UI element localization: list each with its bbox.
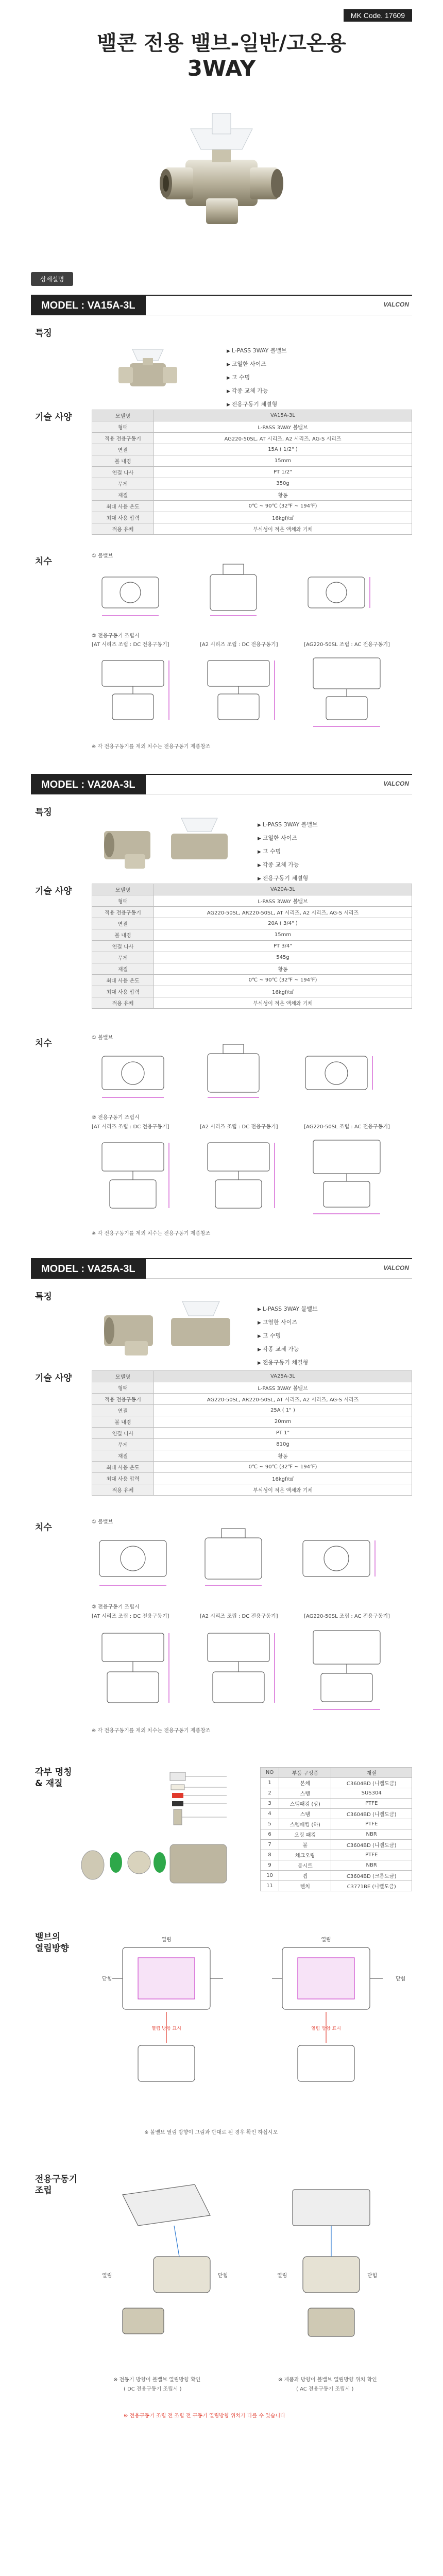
assembly-diagram <box>92 2169 411 2365</box>
model-label: MODEL : VA20A-3L <box>31 775 146 794</box>
flow-label: 밸브의 <box>35 1932 61 1942</box>
dim-sub-actuator: ② 전용구동기 조립시 <box>92 1115 140 1121</box>
dim-sub-actuator: ② 전용구동기 조립시 <box>92 1604 140 1610</box>
valve-thumbnail <box>94 1297 238 1357</box>
assembly-label: 전용구동기 <box>35 2174 78 2184</box>
feature-item: ▶ L-PASS 3WAY 볼밸브 <box>258 820 318 828</box>
dimension-note: ※ 각 전용구동기를 제외 치수는 전용구동기 제품참조 <box>92 1231 211 1236</box>
closed-label: 닫힘 <box>396 1976 406 1982</box>
dimension-drawing-actuator <box>92 1623 411 1716</box>
dimension-drawing-valve <box>92 1043 401 1105</box>
exploded-parts-diagram <box>72 1767 242 1901</box>
dimension-drawing-valve <box>92 1528 401 1595</box>
dimension-note: ※ 각 전용구동기를 제외 치수는 전용구동기 제품참조 <box>92 744 211 750</box>
feature-item: ▶ 각종 교체 가능 <box>258 860 318 869</box>
feature-item: ▶ 고 수명 <box>258 1331 318 1340</box>
dim-caption: [A2 시리즈 조립 : DC 전용구동기] <box>200 1124 278 1130</box>
model-bar-va20a <box>31 774 412 794</box>
feature-item: ▶ L-PASS 3WAY 볼밸브 <box>227 346 287 354</box>
parts-label: 각부 명칭 <box>35 1767 72 1777</box>
feature-list <box>258 1304 318 1371</box>
spec-label: 기술 사양 <box>35 886 72 896</box>
model-bar-va15a <box>31 295 412 315</box>
spec-table: 모델명 VA25A-3L 형태 L-PASS 3WAY 볼밸브 적용 전용구동기 AG220-50SL, AR220-50SL, AT 시리즈, A2 시리즈, AG-S 시리즈 연결 25A ( 1" ) 볼 내경 20mm 연결 나사 PT 1" 무게 810g 재질 황동 최대 사용 온도 0℃ ~ 90℃ (32℉ ~ 194℉) 최대 사용 압력 16kgf/㎠ 적용 유체 부식성이 적은 액체와 기체 <box>92 1370 412 1496</box>
direction-marker: 열림 방향 표시 <box>311 2026 341 2031</box>
assembly-open: 열림 <box>102 2273 112 2279</box>
flow-note: ※ 볼밸브 열림 방향이 그림과 반대로 된 경우 확인 하십시오 <box>144 2130 278 2136</box>
assembly-caption-left-2: ( DC 전용구동기 조립시 ) <box>124 2386 182 2392</box>
page-subtitle: 3WAY <box>187 56 256 81</box>
flow-label-2: 열림방향 <box>35 1943 69 1954</box>
feature-item: ▶ 전용구동기 체결형 <box>258 1358 318 1366</box>
feature-item: ▶ 각종 교체 가능 <box>227 386 287 395</box>
dim-sub-valve: ① 볼밸브 <box>92 1035 113 1041</box>
feature-label: 특징 <box>35 807 52 818</box>
assembly-caption-right: ※ 제품과 방향이 볼밸브 열림방향 위치 확인 <box>278 2377 377 2383</box>
feature-list <box>227 346 287 413</box>
direction-marker: 열림 방향 표시 <box>151 2026 181 2031</box>
feature-item: ▶ 전용구동기 체결형 <box>227 400 287 408</box>
assembly-open: 열림 <box>277 2273 287 2279</box>
parts-table: NO 부품 구성품 재질 1 본체 C3604BD (니켈도금) 2 스템 SUS304 3 스템패킹 (상) PTFE 4 스템 C3604BD (니켈도금) 5 스템패킹 (하) PTFE 6 오링 패킹 NBR 7 볼 C3604BD (니켈도금) 8 체크오링 PTFE 9 볼시트 NBR 10 캡 C3604BD (크롬도금) 11 렌치 C3771BE (니켈도금) <box>260 1767 412 1891</box>
model-label: MODEL : VA25A-3L <box>31 1259 146 1279</box>
assembly-label-2: 조립 <box>35 2185 52 2196</box>
dim-caption: [AG220-50SL 조립 : AC 전용구동기] <box>304 642 390 648</box>
feature-list <box>258 820 318 887</box>
dim-sub-actuator: ② 전용구동기 조립시 <box>92 633 140 639</box>
dim-caption: [AG220-50SL 조립 : AC 전용구동기] <box>304 1124 390 1130</box>
page-title: 밸콘 전용 밸브-일반/고온용 <box>96 31 347 55</box>
flow-direction-diagram <box>92 1927 411 2112</box>
dim-caption: [AG220-50SL 조립 : AC 전용구동기] <box>304 1614 390 1619</box>
feature-label: 특징 <box>35 328 52 338</box>
feature-label: 특징 <box>35 1292 52 1302</box>
valve-thumbnail <box>114 340 181 397</box>
closed-label: 닫힘 <box>102 1976 112 1982</box>
dimension-label: 치수 <box>35 556 52 567</box>
spec-table: 모델명 VA20A-3L 형태 L-PASS 3WAY 볼밸브 적용 전용구동기 AG220-50SL, AR220-50SL, AT 시리즈, A2 시리즈, AG-S 시리즈 연결 20A ( 3/4" ) 볼 내경 15mm 연결 나사 PT 3/4" 무게 545g 재질 황동 최대 사용 온도 0℃ ~ 90℃ (32℉ ~ 194℉) 최대 사용 압력 16kgf/㎠ 적용 유체 부식성이 적은 액체와 기체 <box>92 884 412 1009</box>
dimension-drawing-actuator <box>92 1132 411 1220</box>
detail-tag: 상세설명 <box>31 272 73 286</box>
dim-sub-valve: ① 볼밸브 <box>92 553 113 559</box>
feature-item: ▶ 고 수명 <box>227 373 287 381</box>
dimension-drawing-actuator <box>92 650 411 733</box>
open-label: 열림 <box>321 1937 331 1943</box>
open-label: 열림 <box>161 1937 172 1943</box>
dimension-drawing-valve <box>92 562 401 623</box>
valcon-logo: VALCON <box>383 780 409 787</box>
dim-caption: [AT 시리즈 조립 : DC 전용구동기] <box>92 1614 169 1619</box>
spec-label: 기술 사양 <box>35 412 72 422</box>
dim-caption: [A2 시리즈 조립 : DC 전용구동기] <box>200 642 278 648</box>
dimension-label: 치수 <box>35 1522 52 1533</box>
assembly-closed: 닫힘 <box>367 2273 378 2279</box>
mk-code-badge: MK Code. 17609 <box>344 9 412 22</box>
feature-item: ▶ L-PASS 3WAY 볼밸브 <box>258 1304 318 1313</box>
valcon-logo: VALCON <box>383 1264 409 1272</box>
model-label: MODEL : VA15A-3L <box>31 296 146 315</box>
valcon-logo: VALCON <box>383 301 409 308</box>
dim-caption: [A2 시리즈 조립 : DC 전용구동기] <box>200 1614 278 1619</box>
feature-item: ▶ 고열한 사이즈 <box>227 360 287 368</box>
assembly-caption-left: ※ 전동기 방향이 볼밸브 열림방향 확인 <box>113 2377 201 2383</box>
dimension-label: 치수 <box>35 1038 52 1048</box>
spec-label: 기술 사양 <box>35 1373 72 1383</box>
feature-item: ▶ 고 수명 <box>258 847 318 855</box>
valve-thumbnail <box>94 813 238 870</box>
hero-valve-image <box>155 98 288 232</box>
model-bar-va25a <box>31 1258 412 1279</box>
feature-item: ▶ 전용구동기 체결형 <box>258 874 318 882</box>
assembly-caption-right-2: ( AC 전용구동기 조립시 ) <box>296 2386 354 2392</box>
assembly-closed: 닫힘 <box>218 2273 228 2279</box>
dim-caption: [AT 시리즈 조립 : DC 전용구동기] <box>92 1124 169 1130</box>
spec-table: 모델명 VA15A-3L 형태 L-PASS 3WAY 볼밸브 적용 전용구동기 AG220-50SL, AT 시리즈, A2 시리즈, AG-S 시리즈 연결 15A ( 1/2" ) 볼 내경 15mm 연결 나사 PT 1/2" 무게 350g 재질 황동 최대 사용 온도 0℃ ~ 90℃ (32℉ ~ 194℉) 최대 사용 압력 16kgf/㎠ 적용 유체 부식성이 적은 액체와 기체 <box>92 410 412 535</box>
dim-caption: [AT 시리즈 조립 : DC 전용구동기] <box>92 642 169 648</box>
feature-item: ▶ 각종 교체 가능 <box>258 1345 318 1353</box>
parts-label-2: & 재질 <box>35 1778 63 1789</box>
dimension-note: ※ 각 전용구동기를 제외 치수는 전용구동기 제품참조 <box>92 1728 211 1734</box>
feature-item: ▶ 고열한 사이즈 <box>258 834 318 842</box>
dim-sub-valve: ① 볼밸브 <box>92 1519 113 1525</box>
assembly-footer-note: ※ 전용구동기 조립 전 조립 전 구동기 열림방향 위치가 다를 수 있습니다 <box>124 2413 285 2419</box>
feature-item: ▶ 고열한 사이즈 <box>258 1318 318 1326</box>
